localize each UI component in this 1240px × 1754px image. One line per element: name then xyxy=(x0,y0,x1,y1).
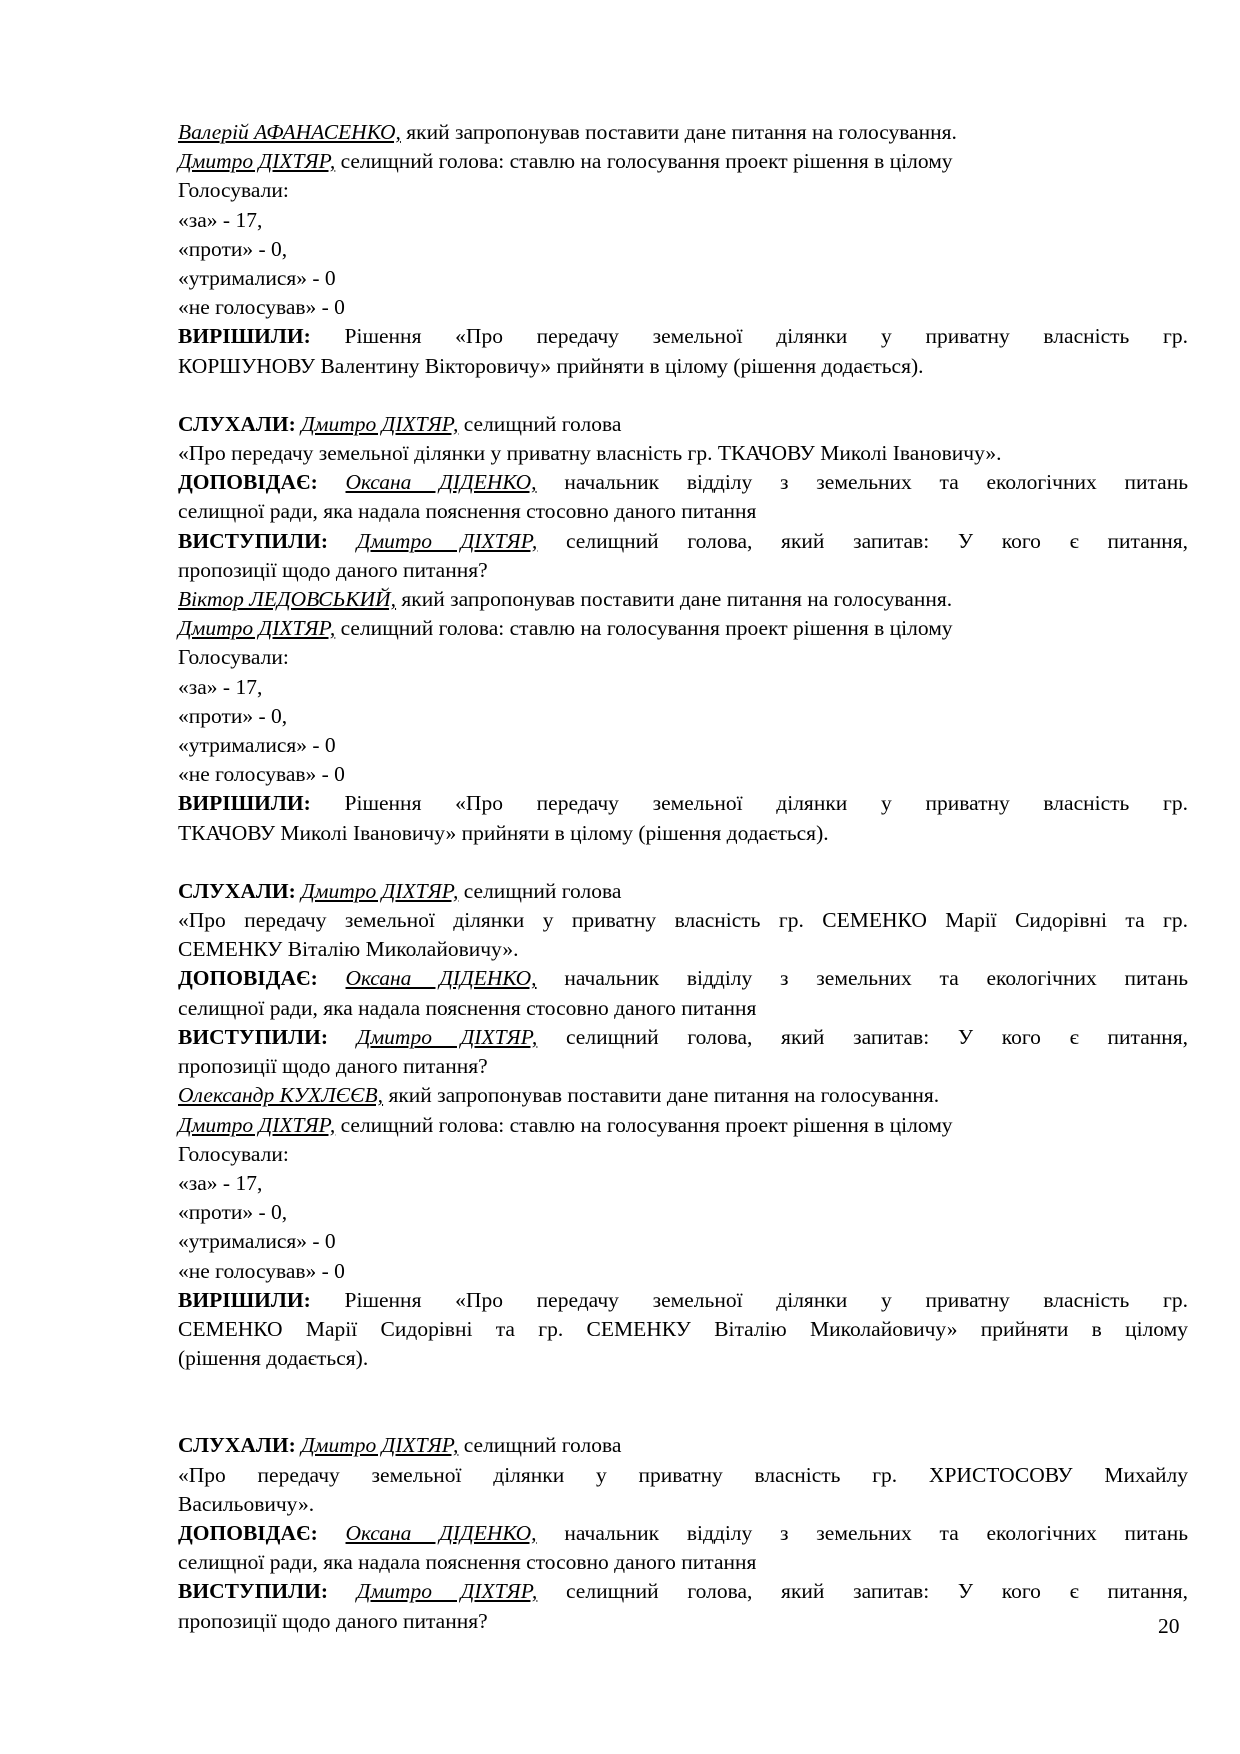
chair-line: Дмитро ДІХТЯР, селищний голова: ставлю на голосування проект рішення в цілому xyxy=(178,1112,953,1137)
vote-line: «за» - 17, xyxy=(178,207,263,232)
proposal-line: Валерій АФАНАСЕНКО, який запропонував поставити дане питання на голосування. xyxy=(178,120,957,144)
report-label: ДОПОВІДАЄ: xyxy=(178,470,318,495)
spoke-line: пропозиції щодо даного питання? xyxy=(178,557,488,582)
speaker-name: Дмитро ДІХТЯР, xyxy=(356,528,538,553)
speaker-name: Дмитро ДІХТЯР, xyxy=(356,1579,538,1604)
vote-line: Голосували: xyxy=(178,645,289,670)
speaker-name: Дмитро ДІХТЯР, xyxy=(301,878,459,903)
report-line: селищної ради, яка надала пояснення стосовно даного питання xyxy=(178,995,757,1020)
vote-line: «проти» - 0, xyxy=(178,236,288,261)
speaker-name: Олександр КУХЛЄЄВ, xyxy=(178,1083,384,1108)
topic-line: «Про передачу земельної ділянки у приватну власність гр. СЕМЕНКО Марії Сидорівні та гр. xyxy=(178,908,1188,933)
speaker-name: Дмитро ДІХТЯР, xyxy=(178,149,336,174)
document-page xyxy=(178,118,1188,1636)
chair-line: Дмитро ДІХТЯР, селищний голова: ставлю на голосування проект рішення в цілому xyxy=(178,616,953,641)
spoke-label: ВИСТУПИЛИ: xyxy=(178,1024,329,1049)
vote-line: «проти» - 0, xyxy=(178,703,288,728)
proposal-line: Віктор ЛЕДОВСЬКИЙ, який запропонував поставити дане питання на голосування. xyxy=(178,587,953,612)
vote-line: «не голосував» - 0 xyxy=(178,762,345,787)
section-korshunov-end xyxy=(178,118,1188,381)
speaker-name: Віктор ЛЕДОВСЬКИЙ, xyxy=(178,587,397,612)
report-line: ДОПОВІДАЄ: Оксана ДІДЕНКО, начальник відділу з земельних та екологічних питань xyxy=(178,470,1189,495)
spacer xyxy=(178,1373,1188,1431)
decided-label: ВИРІШИЛИ: xyxy=(178,324,311,349)
section-tkachov xyxy=(178,410,1188,848)
topic-line: «Про передачу земельної ділянки у приватну власність гр. ТКАЧОВУ Миколі Івановичу». xyxy=(178,441,1002,466)
spoke-label: ВИСТУПИЛИ: xyxy=(178,528,329,553)
section-semenko xyxy=(178,877,1188,1373)
speaker-name: Оксана ДІДЕНКО, xyxy=(345,966,537,991)
decision-line: ВИРІШИЛИ: Рішення «Про передачу земельної ділянки у приватну власність гр. xyxy=(178,791,1188,816)
decision-line: КОРШУНОВУ Валентину Вікторовичу» прийняти в цілому (рішення додається). xyxy=(178,353,924,378)
vote-line: «утрималися» - 0 xyxy=(178,733,336,758)
decision-line: ТКАЧОВУ Миколі Івановичу» прийняти в цілому (рішення додається). xyxy=(178,820,829,845)
spacer xyxy=(178,848,1188,877)
speaker-name: Дмитро ДІХТЯР, xyxy=(356,1024,538,1049)
spoke-line: пропозиції щодо даного питання? xyxy=(178,1608,488,1633)
speaker-name: Дмитро ДІХТЯР, xyxy=(178,616,336,641)
decision-line: ВИРІШИЛИ: Рішення «Про передачу земельної ділянки у приватну власність гр. xyxy=(178,324,1188,349)
report-label: ДОПОВІДАЄ: xyxy=(178,966,318,991)
chair-line: Дмитро ДІХТЯР, селищний голова: ставлю на голосування проект рішення в цілому xyxy=(178,149,953,174)
heard-line: СЛУХАЛИ: Дмитро ДІХТЯР, селищний голова xyxy=(178,411,622,436)
decided-label: ВИРІШИЛИ: xyxy=(178,1287,311,1312)
spoke-line: ВИСТУПИЛИ: Дмитро ДІХТЯР, селищний голова, який запитав: У кого є питання, xyxy=(178,528,1189,553)
heard-label: СЛУХАЛИ: xyxy=(178,878,296,903)
vote-line: «за» - 17, xyxy=(178,674,263,699)
spoke-line: пропозиції щодо даного питання? xyxy=(178,1054,488,1079)
spoke-line: ВИСТУПИЛИ: Дмитро ДІХТЯР, селищний голова, який запитав: У кого є питання, xyxy=(178,1024,1189,1049)
speaker-name: Дмитро ДІХТЯР, xyxy=(178,1112,336,1137)
decision-line: ВИРІШИЛИ: Рішення «Про передачу земельної ділянки у приватну власність гр. xyxy=(178,1287,1188,1312)
vote-line: Голосували: xyxy=(178,1141,289,1166)
speaker-name: Валерій АФАНАСЕНКО, xyxy=(178,120,401,144)
report-label: ДОПОВІДАЄ: xyxy=(178,1520,318,1545)
heard-line: СЛУХАЛИ: Дмитро ДІХТЯР, селищний голова xyxy=(178,878,622,903)
vote-line: «за» - 17, xyxy=(178,1170,263,1195)
decision-line: (рішення додається). xyxy=(178,1346,369,1371)
heard-line: СЛУХАЛИ: Дмитро ДІХТЯР, селищний голова xyxy=(178,1433,622,1458)
heard-label: СЛУХАЛИ: xyxy=(178,1433,296,1458)
topic-line: Васильовичу». xyxy=(178,1491,315,1516)
report-line: ДОПОВІДАЄ: Оксана ДІДЕНКО, начальник відділу з земельних та екологічних питань xyxy=(178,1520,1189,1545)
speaker-name: Оксана ДІДЕНКО, xyxy=(345,470,537,495)
vote-line: «проти» - 0, xyxy=(178,1200,288,1225)
vote-line: Голосували: xyxy=(178,178,289,203)
speaker-name: Оксана ДІДЕНКО, xyxy=(345,1520,537,1545)
spacer xyxy=(178,381,1188,410)
vote-line: «не голосував» - 0 xyxy=(178,1258,345,1283)
spoke-label: ВИСТУПИЛИ: xyxy=(178,1579,329,1604)
speaker-name: Дмитро ДІХТЯР, xyxy=(301,411,459,436)
spoke-line: ВИСТУПИЛИ: Дмитро ДІХТЯР, селищний голова, який запитав: У кого є питання, xyxy=(178,1579,1189,1604)
vote-line: «утрималися» - 0 xyxy=(178,1229,336,1254)
report-line: селищної ради, яка надала пояснення стосовно даного питання xyxy=(178,1550,757,1575)
report-line: ДОПОВІДАЄ: Оксана ДІДЕНКО, начальник відділу з земельних та екологічних питань xyxy=(178,966,1189,991)
vote-line: «не голосував» - 0 xyxy=(178,295,345,320)
topic-line: СЕМЕНКУ Віталію Миколайовичу». xyxy=(178,937,519,962)
section-khrystosov xyxy=(178,1431,1188,1635)
page-number: 20 xyxy=(1158,1614,1180,1638)
speaker-name: Дмитро ДІХТЯР, xyxy=(301,1433,459,1458)
decided-label: ВИРІШИЛИ: xyxy=(178,791,311,816)
decision-line: СЕМЕНКО Марії Сидорівні та гр. СЕМЕНКУ Віталію Миколайовичу» прийняти в цілому xyxy=(178,1316,1188,1341)
topic-line: «Про передачу земельної ділянки у приватну власність гр. ХРИСТОСОВУ Михайлу xyxy=(178,1462,1188,1487)
proposal-line: Олександр КУХЛЄЄВ, який запропонував поставити дане питання на голосування. xyxy=(178,1083,940,1108)
heard-label: СЛУХАЛИ: xyxy=(178,411,296,436)
vote-line: «утрималися» - 0 xyxy=(178,266,336,291)
report-line: селищної ради, яка надала пояснення стосовно даного питання xyxy=(178,499,757,524)
